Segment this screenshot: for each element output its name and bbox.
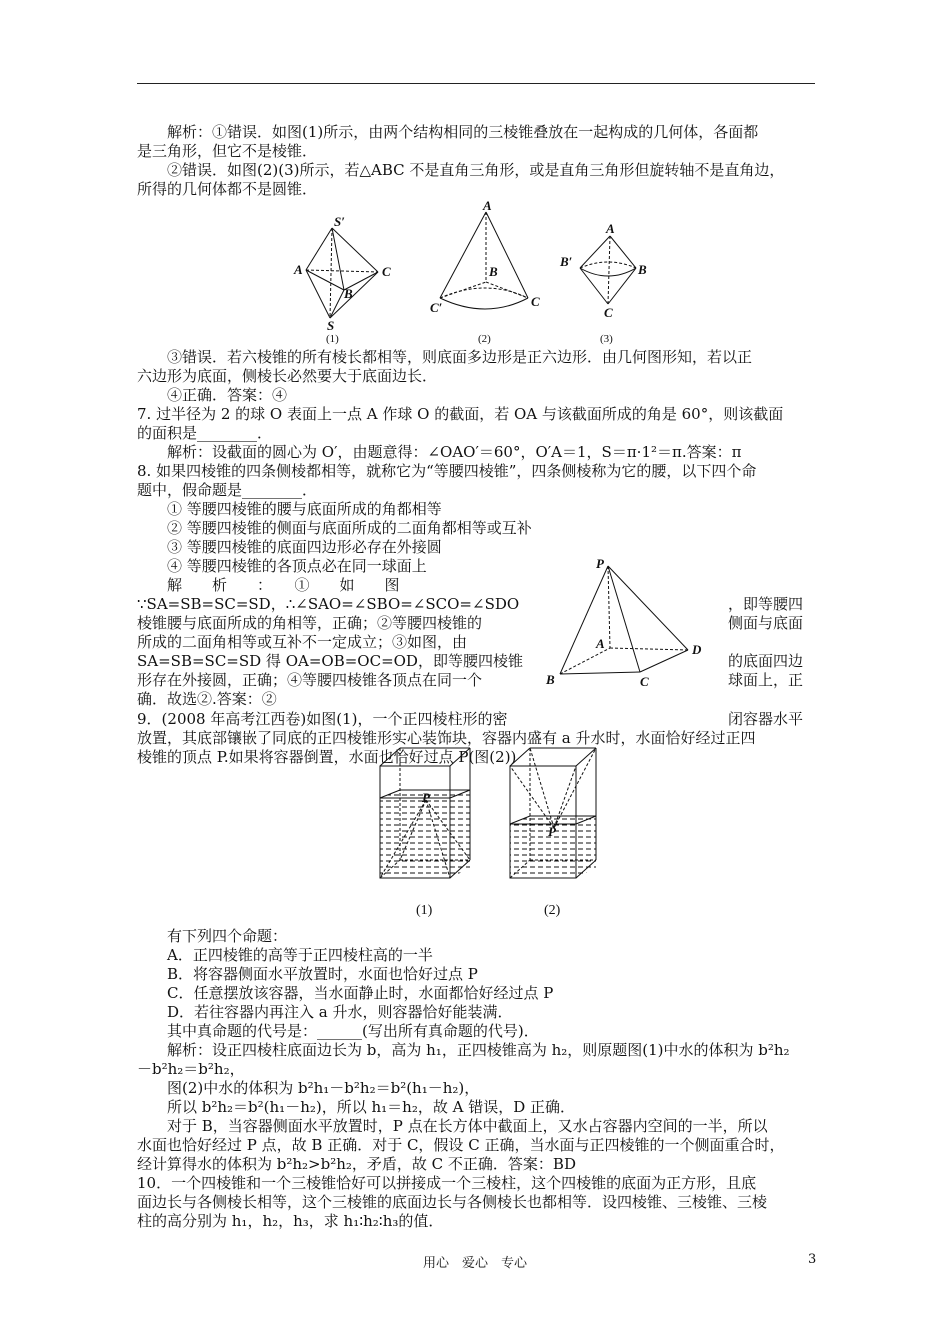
bicone-label-B-prime: B′ [560,254,573,269]
text-line: SA=SB=SC=SD 得 OA=OB=OC=OD，即等腰四棱锥 [137,652,523,670]
container1-label-P: P [422,790,430,805]
header-rule [137,83,815,84]
pyramid-label-D: D [692,642,702,657]
problem-10: 10．一个四棱锥和一个三棱锥恰好可以拼接成一个三棱柱，这个四棱锥的底面为正方形，且底 [137,1174,757,1192]
footer-text: 用心 爱心 专心 [422,1256,527,1271]
cone-label-B: B [489,264,498,279]
label-S: S [327,318,335,333]
option-line: ④ 等腰四棱锥的各顶点必在同一球面上 [167,557,427,575]
text-line: 面边长与各侧棱长相等，这个三棱锥的底面边长与各侧棱长也都相等．设四棱锥、三棱锥、三棱 [137,1193,768,1211]
text-line: 六边形为底面，侧棱长必然要大于底面边长． [137,367,438,385]
problem-9: 9．(2008 年高考江西卷)如图(1)，一个正四棱柱形的密 [137,710,508,728]
text-line-right: 的底面四边 [728,652,804,670]
caption-3: (3) [600,333,613,345]
caption-1: (1) [326,333,339,345]
text-line: ②错误．如图(2)(3)所示，若△ABC 不是直角三角形，或是直角三角形但旋转轴不是直角边， [167,161,785,179]
text-line: 棱锥腰与底面所成的角相等，正确；②等腰四棱锥的 [137,614,483,632]
cone-label-A: A [483,200,492,213]
page-number: 3 [808,1252,817,1267]
text-line: 所以 b²h₂＝b²(h₁－h₂)，所以 h₁＝h₂，故 A 错误，D 正确． [167,1098,576,1116]
bicone-label-C: C [604,305,613,320]
text-line: ∵SA=SB=SC=SD，∴∠SAO=∠SBO=∠SCO=∠SDO [137,595,520,613]
label-A: A [294,262,303,277]
text-line: 题中，假命题是________． [137,481,318,499]
solution-line: 解析：设截面的圆心为 O′，由题意得：∠OAO′＝60°，O′A＝1，S＝π·1²＝π.答案：π [167,443,742,461]
problem-7: 7. 过半径为 2 的球 O 表面上一点 A 作球 O 的截面，若 OA 与该截面所成的角是 60°，则该截面 [137,405,784,423]
label-S-prime: S′ [334,214,345,229]
option-line: ② 等腰四棱锥的侧面与底面所成的二面角都相等或互补 [167,519,532,537]
text-line: 的面积是________． [137,424,273,442]
option-line: ① 等腰四棱锥的腰与底面所成的角都相等 [167,500,442,518]
container2-label-P: P [548,824,556,839]
text-line: 是三角形，但它不是棱锥． [137,142,318,160]
container-caption-2: (2) [544,903,561,918]
text-line-right: 闭容器水平 [728,710,804,728]
option-line: ③ 等腰四棱锥的底面四边形必存在外接圆 [167,538,442,556]
container-figures [370,738,600,920]
option-A: A．正四棱锥的高等于正四棱柱高的一半 [167,946,433,964]
text-line: 所得的几何体都不是圆锥． [137,180,318,198]
caption-2: (2) [478,333,491,345]
option-D: D．若往容器内再注入 a 升水，则容器恰好能装满． [167,1003,513,1021]
bicone-label-B: B [638,262,647,277]
text-line: 柱的高分别为 h₁，h₂，h₃，求 h₁∶h₂∶h₃的值． [137,1212,444,1230]
pyramid-label-C: C [640,674,649,688]
text-line-right: 球面上，正 [728,671,804,689]
option-C: C．任意摆放该容器，当水面静止时，水面都恰好经过点 P [167,984,554,1002]
text-line: 对于 B，当容器侧面水平放置时，P 点在长方体中截面上，又水占容器内空间的一半，所以 [167,1117,768,1135]
bicone-label-A: A [606,221,615,236]
problem-8: 8. 如果四棱锥的四条侧棱都相等，就称它为“等腰四棱锥”，四条侧棱称为它的腰，以下四个命 [137,462,757,480]
solution-line: 解 析 ： ① 如 图 [167,576,400,594]
pyramid-label-P: P [596,556,604,571]
text-line: 放置，其底部镶嵌了同底的正四棱锥形实心装饰块，容器内盛有 a 升水时，水面恰好经过正四 [137,729,756,747]
answer-line: 经计算得水的体积为 b²h₂>b²h₂，矛盾，故 C 不正确．答案：BD [137,1155,576,1173]
solution-line: 解析：设正四棱柱底面边长为 b，高为 h₁，正四棱锥高为 h₂，则原题图(1)中水的体积为 b²h₂ [167,1041,790,1059]
text-line-right: 侧面与底面 [728,614,804,632]
cone-label-C: C [531,294,540,309]
text-line: 图(2)中水的体积为 b²h₁－b²h₂＝b²(h₁－h₂)， [167,1079,480,1097]
label-B: B [344,286,353,301]
pyramid-label-A: A [596,636,605,651]
text-line: 其中真命题的代号是：______(写出所有真命题的代号)． [167,1022,539,1040]
answer-line: 确．故选②.答案：② [137,690,277,708]
cone-label-C-prime: C′ [430,300,443,315]
text-line-right: ，即等腰四 [728,595,804,613]
solid-figures-1-2-3 [290,200,660,350]
text-line: 形存在外接圆，正确；④等腰四棱锥各顶点在同一个 [137,671,483,689]
solution-line: 解析：①错误．如图(1)所示，由两个结构相同的三棱锥叠放在一起构成的几何体，各面都 [167,123,759,141]
text-line: ③错误．若六棱锥的所有棱长都相等，则底面多边形是正六边形．由几何图形知，若以正 [167,348,753,366]
pyramid-label-B: B [546,672,555,687]
text-line: 有下列四个命题： [167,927,288,945]
option-B: B．将容器侧面水平放置时，水面也恰好过点 P [167,965,478,983]
pyramid-figure [540,556,730,688]
text-line: －b²h₂＝b²h₂， [137,1060,245,1078]
text-line: 水面也恰好经过 P 点，故 B 正确．对于 C，假设 C 正确，当水面与正四棱锥的一个侧面重合时， [137,1136,785,1154]
container-caption-1: (1) [416,903,433,918]
answer-line: ④正确．答案：④ [167,386,288,404]
text-line: 所成的二面角相等或互补不一定成立；③如图，由 [137,633,468,651]
text-line: 棱锥的顶点 P.如果将容器倒置，水面也恰好过点 P(图(2)) [137,748,517,766]
label-C: C [382,264,391,279]
